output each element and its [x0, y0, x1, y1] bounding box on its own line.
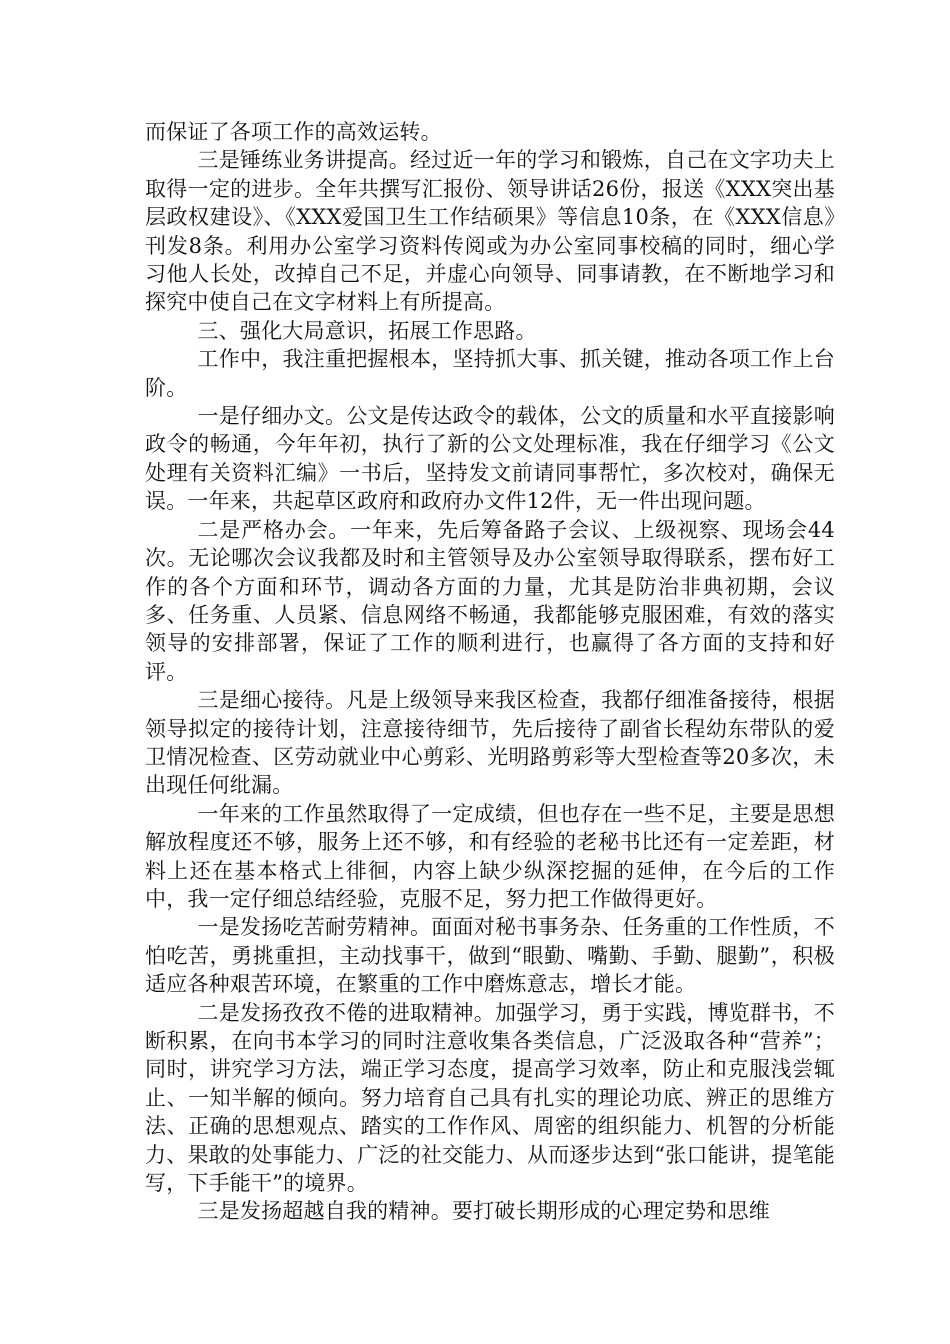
- paragraph-self-surpassing-spirit: 三是发扬超越自我的精神。要打破长期形成的心理定势和思维: [197, 1199, 770, 1224]
- section-heading-three: 三、强化大局意识，拓展工作思路。: [197, 318, 537, 343]
- paragraph-writing-skills: 三是锤练业务讲提高。经过近一年的学习和锻炼，自己在文字功夫上取得一定的进步。全年共撰写汇报份、领导讲话26份，报送《XXX突出基层政权建设》、《XXX爱国卫生工作结硕果》等信息10条，在《XXX信息》刊发8条。利用办公室学习资料传阅或为办公室同事校稿的同时，细心学习他人长处，改掉自己不足，并虚心向领导、同事请教，在不断地学习和探究中使自己在文字材料上有所提高。: [145, 148, 835, 315]
- document-body: [145, 118, 835, 1226]
- paragraph-reception: 三是细心接待。凡是上级领导来我区检查，我都仔细准备接待，根据领导拟定的接待计划，注意接待细节，先后接待了副省长程幼东带队的爱卫情况检查、区劳动就业中心剪彩、光明路剪彩等大型检查等20多次，未出现任何纰漏。: [145, 688, 835, 798]
- paragraph-continuation: 而保证了各项工作的高效运转。: [145, 120, 442, 144]
- paragraph-shortcomings: 一年来的工作虽然取得了一定成绩，但也存在一些不足，主要是思想解放程度还不够，服务上还不够，和有经验的老秘书比还有一定差距，材料上还在基本格式上徘徊，内容上缺少纵深挖掘的延伸，在今后的工作中，我一定仔细总结经验，克服不足，努力把工作做得更好。: [145, 801, 835, 911]
- paragraph-learning-spirit: 二是发扬孜孜不倦的进取精神。加强学习，勇于实践，博览群书，不断积累，在向书本学习的同时注意收集各类信息，广泛汲取各种“营养”；同时，讲究学习方法，端正学习态度，提高学习效率，防止和克服浅尝辄止、一知半解的倾向。努力培育自己具有扎实的理论功底、辨正的思维方法、正确的思想观点、踏实的工作作风、周密的组织能力、机智的分析能力、果敢的处事能力、广泛的社交能力、从而逐步达到“张口能讲，提笔能写，下手能干”的境界。: [145, 1000, 835, 1196]
- paragraph-work-approach: 工作中，我注重把握根本，坚持抓大事、抓关键，推动各项工作上台阶。: [145, 347, 835, 400]
- paragraph-document-handling: 一是仔细办文。公文是传达政令的载体，公文的质量和水平直接影响政令的畅通，今年年初，执行了新的公文处理标准，我在仔细学习《公文处理有关资料汇编》一书后，坚持发文前请同事帮忙，多次校对，确保无误。一年来，共起草区政府和政府办文件12件，无一件出现问题。: [145, 404, 835, 514]
- paragraph-meeting-handling: 二是严格办会。一年来，先后筹备路子会议、上级视察、现场会44次。无论哪次会议我都及时和主管领导及办公室领导取得联系，摆布好工作的各个方面和环节，调动各方面的力量，尤其是防治非典初期，会议多、任务重、人员紧、信息网络不畅通，我都能够克服困难，有效的落实领导的安排部署，保证了工作的顺利进行，也赢得了各方面的支持和好评。: [145, 517, 835, 684]
- paragraph-hard-work-spirit: 一是发扬吃苦耐劳精神。面面对秘书事务杂、任务重的工作性质，不怕吃苦，勇挑重担，主动找事干，做到“眼勤、嘴勤、手勤、腿勤”，积极适应各种艰苦环境，在繁重的工作中磨炼意志，增长才能。: [145, 915, 835, 997]
